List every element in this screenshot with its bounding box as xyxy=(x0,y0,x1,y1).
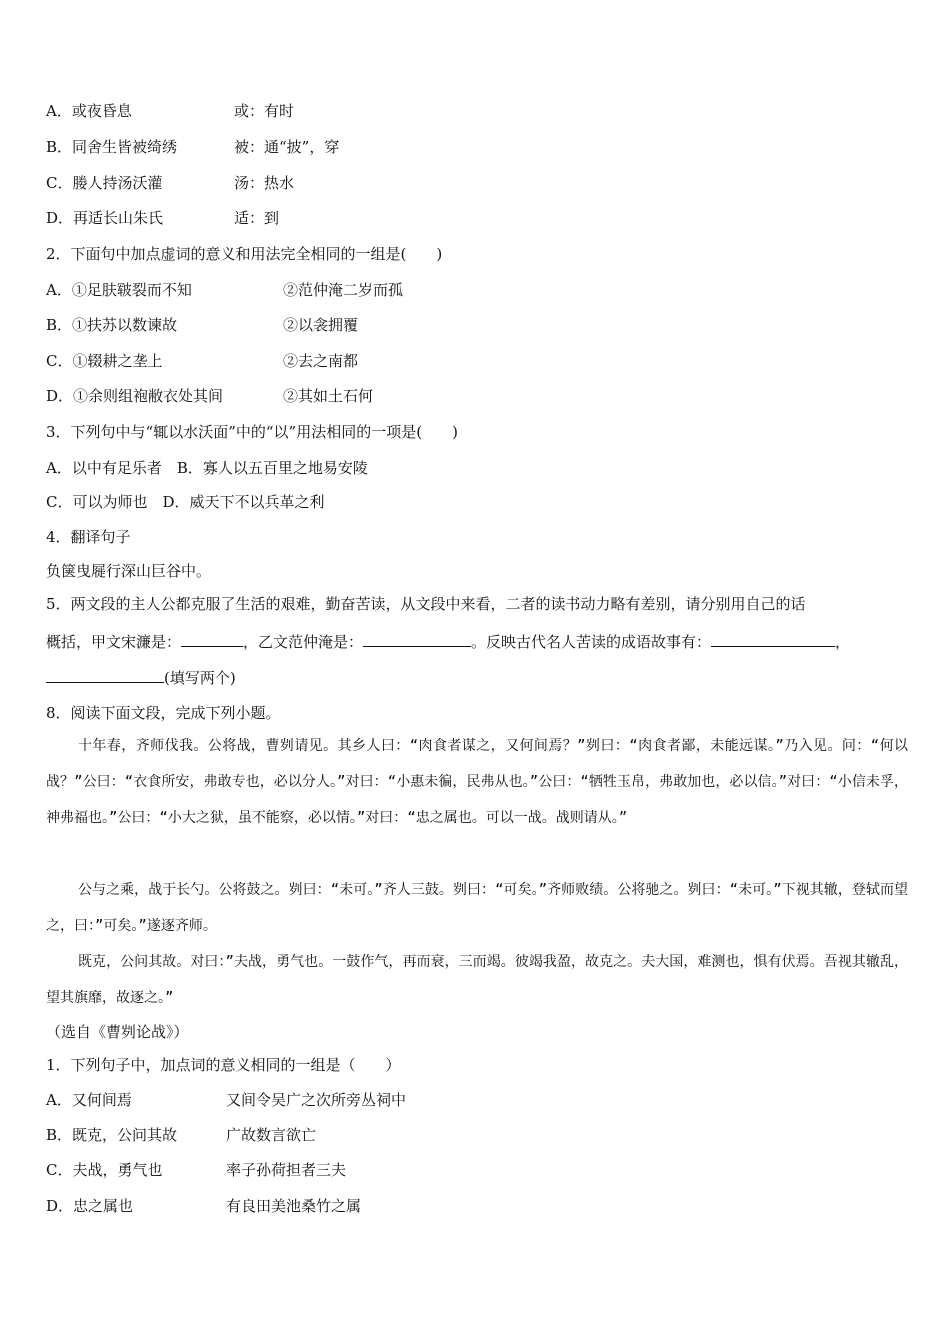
sub1-option-b-second: 广故数言欲亡 xyxy=(226,1126,317,1144)
q3-options-row2: C．可以为师也 D．威天下不以兵革之利 xyxy=(46,493,325,511)
q2-option-b-second: ②以衾拥覆 xyxy=(283,316,359,334)
q8-passage-paragraph-2: 公与之乘，战于长勺。公将鼓之。刿曰：“未可。”齐人三鼓。刿曰：“可矣。”齐师败绩。公将驰之。刿曰：“未可。”下视其辙，登轼而望之，曰：”可矣。”遂逐齐师。 xyxy=(46,882,908,934)
q2-option-b-first: B．①扶苏以数谏故 xyxy=(46,316,178,334)
q2-option-a xyxy=(46,280,404,300)
sub1-option-a xyxy=(46,1090,407,1110)
sub1-option-d xyxy=(46,1196,362,1216)
q2-option-c xyxy=(46,351,359,371)
q2-option-a-second: ②范仲淹二岁而孤 xyxy=(283,281,404,299)
q8-source: （选自《曹刿论战》） xyxy=(46,1023,189,1041)
q8-passage-paragraph-3: 既克，公问其故。对曰：”夫战，勇气也。一鼓作气，再而衰，三而竭。彼竭我盈，故克之。夫大国，难测也，惧有伏焉。吾视其辙乱，望其旗靡，故逐之。” xyxy=(46,954,908,1006)
q5-label-idiom: 。反映古代名人苦读的成语故事有： xyxy=(471,633,712,651)
sub1-option-d-first: D．忠之属也 xyxy=(46,1197,134,1215)
sub1-option-b-first: B．既克，公问其故 xyxy=(46,1126,178,1144)
q8-passage-paragraph-1: 十年春，齐师伐我。公将战，曹刿请见。其乡人曰：“肉食者谋之，又何间焉？”刿曰：“肉食者鄙，未能远谋。”乃入见。问：“何以战？”公曰：“衣食所安，弗敢专也，必以分人。”对曰：“小惠未徧，民弗从也。”公曰：“牺牲玉帛，弗敢加也，必以信。”对曰：“小信未孚，神弗福也。”公曰：“小大之狱，虽不能察，必以情。”对曰：“忠之属也。可以一战。战则请从。” xyxy=(46,738,908,826)
q1-option-b-text: B．同舍生皆被绮绣 xyxy=(46,138,178,156)
q1-option-a xyxy=(46,101,295,121)
q1-option-a-gloss: 或：有时 xyxy=(234,102,295,120)
sub1-option-b xyxy=(46,1125,317,1145)
q4-sentence: 负箧曳屣行深山巨谷中。 xyxy=(46,562,212,580)
q8-stem: 8．阅读下面文段，完成下列小题。 xyxy=(46,704,281,722)
q5-blank-idiom-2 xyxy=(46,668,164,683)
q4-stem: 4．翻译句子 xyxy=(46,528,131,546)
q1-option-d xyxy=(46,208,280,228)
sub1-option-c-second: 率子孙荷担者三夫 xyxy=(226,1161,347,1179)
sub1-option-c xyxy=(46,1160,347,1180)
q2-option-d-first: D．①余则组袍敝衣处其间 xyxy=(46,387,224,405)
sub1-option-a-second: 又间令吴广之次所旁丛祠中 xyxy=(226,1091,407,1109)
q1-option-c xyxy=(46,173,295,193)
q1-option-b-gloss: 被：通“披”，穿 xyxy=(234,138,340,156)
q5-label-song: 概括，甲文宋濂是： xyxy=(46,633,182,651)
q2-option-d-second: ②其如土石何 xyxy=(283,387,374,405)
q1-option-c-gloss: 汤：热水 xyxy=(234,174,295,192)
q1-option-c-text: C．媵人持汤沃灌 xyxy=(46,174,163,192)
q2-option-c-first: C．①辍耕之垄上 xyxy=(46,352,163,370)
sub1-option-a-first: A．又何间焉 xyxy=(46,1091,132,1109)
q2-option-b xyxy=(46,315,359,335)
q5-note: (填写两个) xyxy=(164,669,236,687)
q2-option-a-first: A．①足肤皲裂而不知 xyxy=(46,281,192,299)
q3-options-row1: A．以中有足乐者 B．寡人以五百里之地易安陵 xyxy=(46,459,368,477)
q2-option-c-second: ②去之南都 xyxy=(283,352,359,370)
q1-option-a-text: A．或夜昏息 xyxy=(46,102,132,120)
q2-stem: 2．下面句中加点虚词的意义和用法完全相同的一组是( ) xyxy=(46,245,443,263)
q5-text-line1: 5．两文段的主人公都克服了生活的艰难，勤奋苦读，从文段中来看，二者的读书动力略有差别，请分别用自己的话 xyxy=(46,595,806,613)
q5-blank-fanzhongyan xyxy=(363,632,471,647)
sub1-stem: 1．下列句子中，加点词的意义相同的一组是（ ） xyxy=(46,1056,401,1074)
q3-stem: 3．下列句中与“辄以水沃面”中的“以”用法相同的一项是( ) xyxy=(46,423,458,441)
q5-comma: ， xyxy=(835,633,851,651)
q5-label-fan: ，乙文范仲淹是： xyxy=(243,633,364,651)
q1-option-b xyxy=(46,137,340,157)
q2-option-d xyxy=(46,386,374,406)
q5-blank-idiom-1 xyxy=(711,632,835,647)
q5-text-line3 xyxy=(46,668,236,688)
q5-text-line2 xyxy=(46,632,850,652)
q5-blank-songlian xyxy=(181,632,243,647)
q1-option-d-text: D．再适长山朱氏 xyxy=(46,209,164,227)
q1-option-d-gloss: 适：到 xyxy=(234,209,280,227)
sub1-option-d-second: 有良田美池桑竹之属 xyxy=(226,1197,362,1215)
sub1-option-c-first: C．夫战，勇气也 xyxy=(46,1161,163,1179)
